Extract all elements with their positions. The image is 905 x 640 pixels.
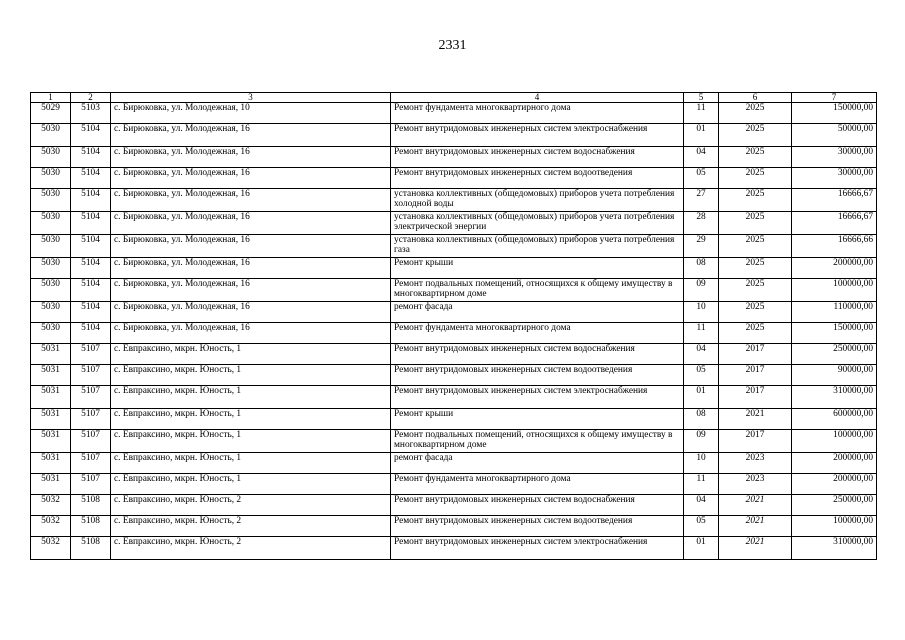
cell-amount: 100000,00 xyxy=(792,516,877,537)
cell-object-code: 5108 xyxy=(71,537,111,560)
cell-year: 2025 xyxy=(719,235,792,258)
cell-amount: 200000,00 xyxy=(792,258,877,279)
cell-object-code: 5104 xyxy=(71,147,111,168)
cell-row-number: 5030 xyxy=(31,235,71,258)
cell-address: с. Бирюковка, ул. Молодежная, 16 xyxy=(111,189,391,212)
cell-work-type: Ремонт фундамента многоквартирного дома xyxy=(391,474,684,495)
cell-object-code: 5108 xyxy=(71,516,111,537)
header-row xyxy=(31,93,877,103)
cell-work-code: 01 xyxy=(684,537,719,560)
cell-work-code: 05 xyxy=(684,516,719,537)
cell-row-number: 5030 xyxy=(31,258,71,279)
cell-object-code: 5104 xyxy=(71,302,111,323)
cell-object-code: 5107 xyxy=(71,386,111,409)
cell-year: 2017 xyxy=(719,386,792,409)
cell-year: 2025 xyxy=(719,212,792,235)
cell-row-number: 5030 xyxy=(31,147,71,168)
cell-work-type: Ремонт внутридомовых инженерных систем водоотведения xyxy=(391,168,684,189)
cell-work-code: 01 xyxy=(684,386,719,409)
cell-work-type: Ремонт внутридомовых инженерных систем водоснабжения xyxy=(391,344,684,365)
cell-object-code: 5108 xyxy=(71,495,111,516)
cell-work-type: Ремонт внутридомовых инженерных систем водоснабжения xyxy=(391,495,684,516)
cell-address: с. Евпраксино, мкрн. Юность, 1 xyxy=(111,386,391,409)
cell-object-code: 5103 xyxy=(71,103,111,124)
cell-row-number: 5032 xyxy=(31,495,71,516)
cell-amount: 310000,00 xyxy=(792,386,877,409)
cell-amount: 16666,67 xyxy=(792,212,877,235)
cell-work-type: Ремонт внутридомовых инженерных систем водоснабжения xyxy=(391,147,684,168)
cell-row-number: 5032 xyxy=(31,537,71,560)
cell-work-code: 04 xyxy=(684,147,719,168)
cell-work-code: 28 xyxy=(684,212,719,235)
cell-amount: 90000,00 xyxy=(792,365,877,386)
cell-work-type: Ремонт внутридомовых инженерных систем водоотведения xyxy=(391,365,684,386)
table-row xyxy=(31,124,877,147)
cell-amount: 30000,00 xyxy=(792,147,877,168)
cell-row-number: 5031 xyxy=(31,474,71,495)
cell-object-code: 5107 xyxy=(71,409,111,430)
cell-work-code: 11 xyxy=(684,103,719,124)
table-row xyxy=(31,516,877,537)
column-header: 3 xyxy=(111,93,391,103)
cell-work-code: 04 xyxy=(684,495,719,516)
table-row xyxy=(31,103,877,124)
cell-work-code: 09 xyxy=(684,279,719,302)
cell-address: с. Евпраксино, мкрн. Юность, 2 xyxy=(111,537,391,560)
cell-amount: 110000,00 xyxy=(792,302,877,323)
cell-year: 2025 xyxy=(719,189,792,212)
cell-work-type: установка коллективных (общедомовых) приборов учета потребления газа xyxy=(391,235,684,258)
cell-object-code: 5104 xyxy=(71,168,111,189)
cell-amount: 50000,00 xyxy=(792,124,877,147)
cell-address: с. Евпраксино, мкрн. Юность, 1 xyxy=(111,409,391,430)
cell-amount: 30000,00 xyxy=(792,168,877,189)
cell-row-number: 5030 xyxy=(31,323,71,344)
column-header: 4 xyxy=(391,93,684,103)
cell-work-type: Ремонт внутридомовых инженерных систем водоотведения xyxy=(391,516,684,537)
cell-work-type: Ремонт внутридомовых инженерных систем электроснабжения xyxy=(391,386,684,409)
table-row xyxy=(31,302,877,323)
cell-row-number: 5030 xyxy=(31,124,71,147)
cell-object-code: 5104 xyxy=(71,235,111,258)
table-row xyxy=(31,495,877,516)
cell-work-code: 08 xyxy=(684,409,719,430)
cell-address: с. Бирюковка, ул. Молодежная, 16 xyxy=(111,212,391,235)
cell-work-type: ремонт фасада xyxy=(391,302,684,323)
cell-work-code: 04 xyxy=(684,344,719,365)
cell-amount: 100000,00 xyxy=(792,279,877,302)
cell-year: 2017 xyxy=(719,344,792,365)
cell-work-code: 11 xyxy=(684,323,719,344)
cell-object-code: 5104 xyxy=(71,212,111,235)
table-row xyxy=(31,323,877,344)
cell-year: 2025 xyxy=(719,124,792,147)
repair-schedule-table xyxy=(30,92,877,560)
column-header: 7 xyxy=(792,93,877,103)
cell-amount: 150000,00 xyxy=(792,103,877,124)
cell-year: 2021 xyxy=(719,516,792,537)
cell-year: 2025 xyxy=(719,103,792,124)
cell-row-number: 5031 xyxy=(31,344,71,365)
cell-amount: 200000,00 xyxy=(792,453,877,474)
cell-row-number: 5031 xyxy=(31,409,71,430)
cell-row-number: 5032 xyxy=(31,516,71,537)
table-row xyxy=(31,258,877,279)
cell-year: 2025 xyxy=(719,302,792,323)
cell-object-code: 5104 xyxy=(71,279,111,302)
cell-object-code: 5104 xyxy=(71,258,111,279)
table-row xyxy=(31,430,877,453)
cell-object-code: 5107 xyxy=(71,474,111,495)
cell-address: с. Бирюковка, ул. Молодежная, 16 xyxy=(111,124,391,147)
cell-object-code: 5107 xyxy=(71,344,111,365)
table-row xyxy=(31,279,877,302)
cell-object-code: 5104 xyxy=(71,189,111,212)
cell-work-type: установка коллективных (общедомовых) приборов учета потребления холодной воды xyxy=(391,189,684,212)
cell-work-type: Ремонт подвальных помещений, относящихся к общему имуществу в многоквартирном доме xyxy=(391,430,684,453)
cell-year: 2025 xyxy=(719,323,792,344)
cell-address: с. Бирюковка, ул. Молодежная, 16 xyxy=(111,302,391,323)
cell-row-number: 5031 xyxy=(31,453,71,474)
cell-row-number: 5030 xyxy=(31,168,71,189)
cell-address: с. Бирюковка, ул. Молодежная, 16 xyxy=(111,323,391,344)
cell-year: 2023 xyxy=(719,474,792,495)
cell-object-code: 5107 xyxy=(71,430,111,453)
cell-address: с. Евпраксино, мкрн. Юность, 1 xyxy=(111,430,391,453)
table-row xyxy=(31,147,877,168)
cell-work-type: Ремонт фундамента многоквартирного дома xyxy=(391,323,684,344)
table-row xyxy=(31,474,877,495)
cell-object-code: 5104 xyxy=(71,323,111,344)
cell-year: 2025 xyxy=(719,258,792,279)
table-row xyxy=(31,189,877,212)
cell-year: 2025 xyxy=(719,147,792,168)
cell-year: 2017 xyxy=(719,430,792,453)
table-row xyxy=(31,386,877,409)
cell-year: 2021 xyxy=(719,409,792,430)
cell-amount: 600000,00 xyxy=(792,409,877,430)
cell-work-type: Ремонт внутридомовых инженерных систем электроснабжения xyxy=(391,537,684,560)
cell-work-type: ремонт фасада xyxy=(391,453,684,474)
cell-address: с. Евпраксино, мкрн. Юность, 1 xyxy=(111,344,391,365)
table-row xyxy=(31,537,877,560)
table-row xyxy=(31,212,877,235)
cell-address: с. Бирюковка, ул. Молодежная, 16 xyxy=(111,168,391,189)
cell-work-type: Ремонт крыши xyxy=(391,409,684,430)
cell-work-type: Ремонт подвальных помещений, относящихся к общему имуществу в многоквартирном доме xyxy=(391,279,684,302)
cell-row-number: 5031 xyxy=(31,386,71,409)
cell-work-type: Ремонт внутридомовых инженерных систем электроснабжения xyxy=(391,124,684,147)
cell-row-number: 5030 xyxy=(31,212,71,235)
cell-amount: 150000,00 xyxy=(792,323,877,344)
cell-address: с. Евпраксино, мкрн. Юность, 1 xyxy=(111,365,391,386)
column-header: 6 xyxy=(719,93,792,103)
cell-amount: 250000,00 xyxy=(792,344,877,365)
cell-amount: 16666,66 xyxy=(792,235,877,258)
column-header: 5 xyxy=(684,93,719,103)
cell-work-code: 05 xyxy=(684,365,719,386)
cell-row-number: 5031 xyxy=(31,430,71,453)
cell-year: 2025 xyxy=(719,168,792,189)
cell-work-type: Ремонт крыши xyxy=(391,258,684,279)
cell-address: с. Евпраксино, мкрн. Юность, 1 xyxy=(111,474,391,495)
table-row xyxy=(31,453,877,474)
cell-object-code: 5107 xyxy=(71,453,111,474)
cell-work-code: 05 xyxy=(684,168,719,189)
cell-object-code: 5107 xyxy=(71,365,111,386)
cell-address: с. Бирюковка, ул. Молодежная, 16 xyxy=(111,147,391,168)
cell-address: с. Бирюковка, ул. Молодежная, 10 xyxy=(111,103,391,124)
cell-address: с. Бирюковка, ул. Молодежная, 16 xyxy=(111,279,391,302)
cell-year: 2023 xyxy=(719,453,792,474)
cell-row-number: 5030 xyxy=(31,189,71,212)
cell-address: с. Евпраксино, мкрн. Юность, 2 xyxy=(111,516,391,537)
cell-address: с. Евпраксино, мкрн. Юность, 1 xyxy=(111,453,391,474)
cell-year: 2025 xyxy=(719,279,792,302)
table-row xyxy=(31,365,877,386)
cell-row-number: 5031 xyxy=(31,365,71,386)
cell-amount: 310000,00 xyxy=(792,537,877,560)
table-row xyxy=(31,409,877,430)
cell-work-type: Ремонт фундамента многоквартирного дома xyxy=(391,103,684,124)
cell-row-number: 5030 xyxy=(31,279,71,302)
cell-address: с. Бирюковка, ул. Молодежная, 16 xyxy=(111,235,391,258)
cell-amount: 250000,00 xyxy=(792,495,877,516)
cell-row-number: 5029 xyxy=(31,103,71,124)
cell-work-code: 08 xyxy=(684,258,719,279)
column-header: 2 xyxy=(71,93,111,103)
cell-work-code: 11 xyxy=(684,474,719,495)
table-row xyxy=(31,168,877,189)
table-row xyxy=(31,344,877,365)
cell-year: 2021 xyxy=(719,495,792,516)
cell-work-code: 27 xyxy=(684,189,719,212)
cell-amount: 100000,00 xyxy=(792,430,877,453)
cell-work-code: 01 xyxy=(684,124,719,147)
cell-year: 2017 xyxy=(719,365,792,386)
cell-amount: 16666,67 xyxy=(792,189,877,212)
cell-address: с. Евпраксино, мкрн. Юность, 2 xyxy=(111,495,391,516)
cell-work-type: установка коллективных (общедомовых) приборов учета потребления электрической энергии xyxy=(391,212,684,235)
column-header: 1 xyxy=(31,93,71,103)
cell-work-code: 09 xyxy=(684,430,719,453)
cell-object-code: 5104 xyxy=(71,124,111,147)
cell-amount: 200000,00 xyxy=(792,474,877,495)
table-row xyxy=(31,235,877,258)
cell-work-code: 29 xyxy=(684,235,719,258)
cell-address: с. Бирюковка, ул. Молодежная, 16 xyxy=(111,258,391,279)
cell-work-code: 10 xyxy=(684,453,719,474)
cell-year: 2021 xyxy=(719,537,792,560)
cell-work-code: 10 xyxy=(684,302,719,323)
page-number: 2331 xyxy=(438,38,467,53)
cell-row-number: 5030 xyxy=(31,302,71,323)
